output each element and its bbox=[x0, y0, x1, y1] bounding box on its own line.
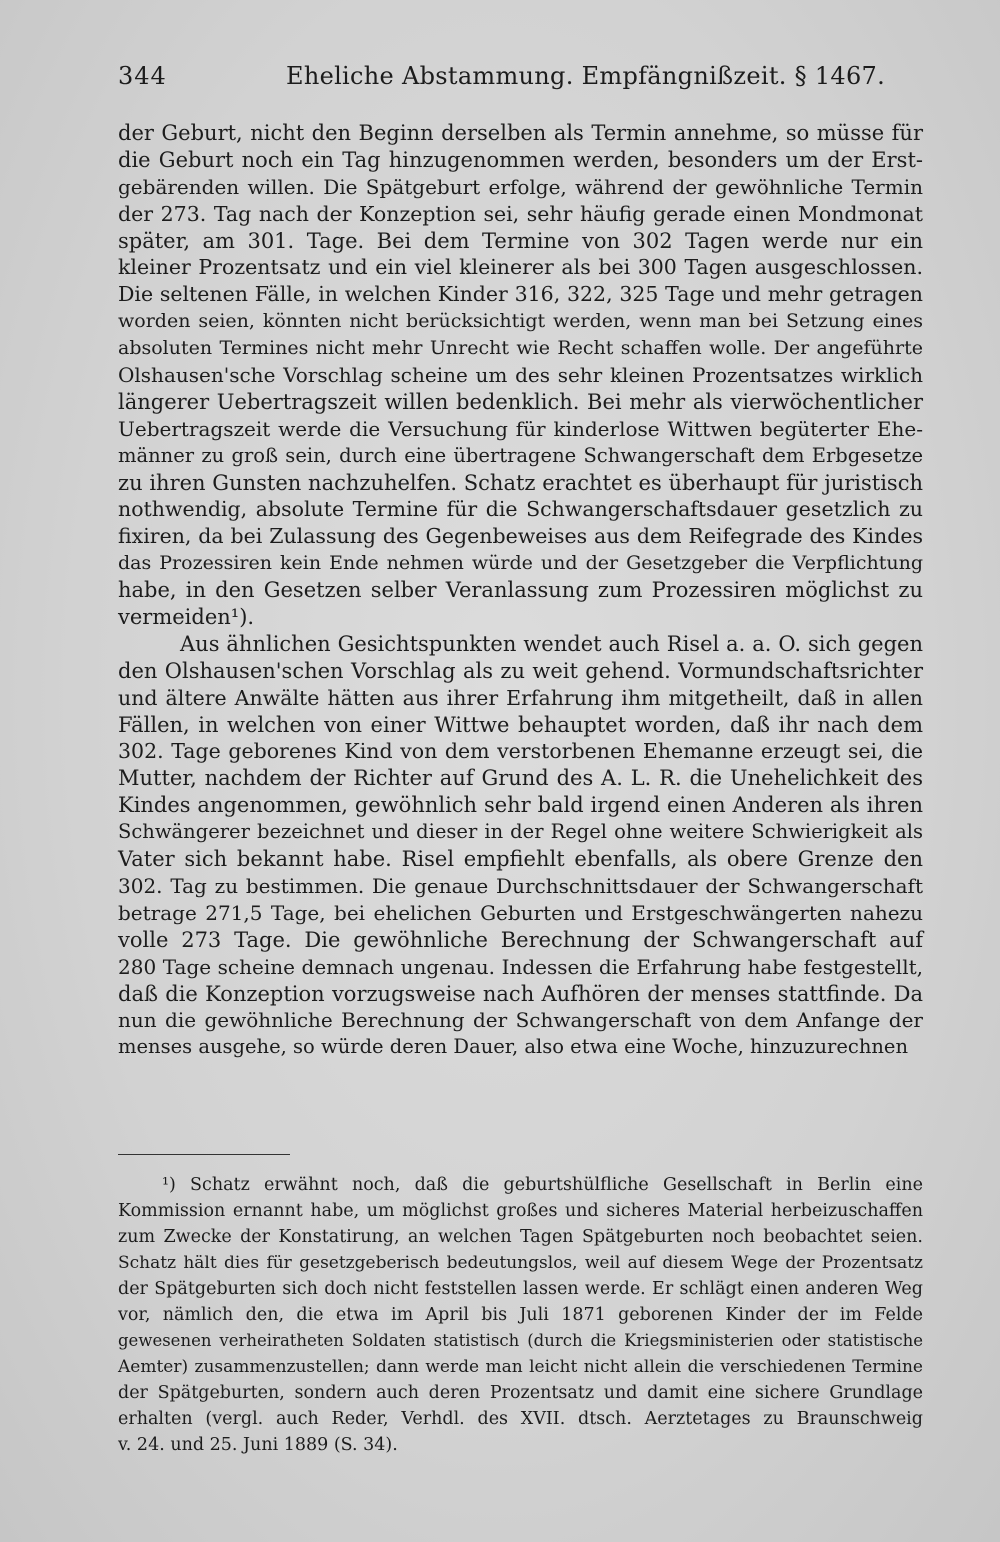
text-line: 280 Tage scheine demnach ungenau. Indessen die Erfahrung habe festgestellt, bbox=[118, 954, 923, 979]
running-title: Eheliche Abstammung. Empfängnißzeit. § 1467. bbox=[286, 62, 886, 90]
text-line: kleiner Prozentsatz und ein viel kleinerer als bei 300 Tagen ausgeschlossen. bbox=[118, 255, 923, 280]
footnote-line: der Spätgeburten sich doch nicht feststellen lassen werde. Er schlägt einen anderen Weg bbox=[118, 1279, 923, 1299]
text-line: längerer Uebertragszeit willen bedenklich. Bei mehr als vierwöchentlicher bbox=[118, 389, 923, 414]
text-line: die Geburt noch ein Tag hinzugenommen werden, besonders um der Erst- bbox=[118, 147, 923, 172]
footnote-line: ¹) Schatz erwähnt noch, daß die geburtshülfliche Gesellschaft in Berlin eine bbox=[162, 1175, 923, 1195]
text-line: und ältere Anwälte hätten aus ihrer Erfahrung ihm mitgetheilt, daß in allen bbox=[118, 685, 923, 710]
page-header bbox=[118, 62, 918, 98]
text-line: Schwängerer bezeichnet und dieser in der Regel ohne weitere Schwierigkeit als bbox=[118, 820, 923, 844]
footnote-divider bbox=[118, 1154, 290, 1155]
main-text bbox=[118, 120, 923, 1061]
footnote-line: Aemter) zusammenzustellen; dann werde man leicht nicht allein die verschiedenen Termine bbox=[118, 1357, 923, 1377]
text-line: 302. Tage geborenes Kind von dem verstorbenen Ehemanne erzeugt sei, die bbox=[118, 739, 923, 764]
text-line: zu ihren Gunsten nachzuhelfen. Schatz erachtet es überhaupt für juristisch bbox=[118, 470, 923, 495]
text-line: nothwendig, absolute Termine für die Schwangerschaftsdauer gesetzlich zu bbox=[118, 497, 923, 522]
text-line: menses ausgehe, so würde deren Dauer, also etwa eine Woche, hinzuzurechnen bbox=[118, 1035, 909, 1059]
text-line: gebärenden willen. Die Spätgeburt erfolge, während der gewöhnliche Termin bbox=[118, 174, 923, 199]
text-line: fixiren, da bei Zulassung des Gegenbeweises aus dem Reifegrade des Kindes bbox=[118, 524, 923, 549]
page-number: 344 bbox=[118, 62, 167, 90]
text-line: Olshausen'sche Vorschlag scheine um des sehr kleinen Prozentsatzes wirklich bbox=[118, 363, 923, 388]
text-line: das Prozessiren kein Ende nehmen würde und der Gesetzgeber die Verpflichtung bbox=[118, 552, 923, 575]
text-line: habe, in den Gesetzen selber Veranlassung zum Prozessiren möglichst zu bbox=[118, 578, 923, 603]
text-line: männer zu groß sein, durch eine übertragene Schwangerschaft dem Erbgesetze bbox=[118, 443, 923, 467]
text-line: den Olshausen'schen Vorschlag als zu weit gehend. Vormundschaftsrichter bbox=[118, 658, 923, 683]
text-line: volle 273 Tage. Die gewöhnliche Berechnung der Schwangerschaft auf bbox=[118, 927, 923, 952]
footnote-line: zum Zwecke der Konstatirung, an welchen Tagen Spätgeburten noch beobachtet seien. bbox=[118, 1227, 923, 1247]
text-line: Aus ähnlichen Gesichtspunkten wendet auch Risel a. a. O. sich gegen bbox=[180, 631, 923, 656]
footnote-line: v. 24. und 25. Juni 1889 (S. 34). bbox=[118, 1435, 398, 1455]
text-line: Vater sich bekannt habe. Risel empfiehlt ebenfalls, als obere Grenze den bbox=[118, 847, 923, 872]
footnote-line: gewesenen verheiratheten Soldaten statistisch (durch die Kriegsministerien oder statistische bbox=[118, 1331, 923, 1350]
text-line: nun die gewöhnliche Berechnung der Schwangerschaft von dem Anfange der bbox=[118, 1008, 923, 1033]
text-line: vermeiden¹). bbox=[118, 605, 255, 630]
text-line: 302. Tag zu bestimmen. Die genaue Durchschnittsdauer der Schwangerschaft bbox=[118, 873, 923, 898]
footnote-line: vor, nämlich den, die etwa im April bis Juli 1871 geborenen Kinder der im Felde bbox=[118, 1305, 923, 1325]
text-line: der Geburt, nicht den Beginn derselben als Termin annehme, so müsse für bbox=[118, 121, 923, 145]
text-line: Die seltenen Fälle, in welchen Kinder 316, 322, 325 Tage und mehr getragen bbox=[118, 282, 923, 307]
text-line: absoluten Termines nicht mehr Unrecht wie Recht schaffen wolle. Der angeführte bbox=[118, 337, 923, 360]
text-line: später, am 301. Tage. Bei dem Termine von 302 Tagen werde nur ein bbox=[118, 228, 923, 253]
text-line: Mutter, nachdem der Richter auf Grund des A. L. R. die Unehelichkeit des bbox=[118, 766, 923, 791]
footnotes bbox=[118, 1172, 923, 1458]
footnote-line: erhalten (vergl. auch Reder, Verhdl. des XVII. dtsch. Aerztetages zu Braunschweig bbox=[118, 1409, 923, 1429]
text-line: worden seien, könnten nicht berücksichtigt werden, wenn man bei Setzung eines bbox=[118, 310, 923, 333]
text-line: betrage 271,5 Tage, bei ehelichen Geburten und Erstgeschwängerten nahezu bbox=[118, 900, 923, 925]
text-line: daß die Konzeption vorzugsweise nach Aufhören der menses stattfinde. Da bbox=[118, 981, 923, 1006]
footnote-line: der Spätgeburten, sondern auch deren Prozentsatz und damit eine sichere Grundlage bbox=[118, 1383, 923, 1403]
text-line: Kindes angenommen, gewöhnlich sehr bald irgend einen Anderen als ihren bbox=[118, 793, 923, 818]
footnote-line: Schatz hält dies für gesetzgeberisch bedeutungslos, weil auf diesem Wege der Prozentsatz bbox=[118, 1253, 923, 1273]
footnote-line: Kommission ernannt habe, um möglichst großes und sicheres Material herbeizuschaffen bbox=[118, 1201, 923, 1221]
text-line: Fällen, in welchen von einer Wittwe behauptet worden, daß ihr nach dem bbox=[118, 712, 923, 737]
text-line: der 273. Tag nach der Konzeption sei, sehr häufig gerade einen Mondmonat bbox=[118, 201, 923, 226]
text-line: Uebertragszeit werde die Versuchung für kinderlose Wittwen begüterter Ehe- bbox=[118, 416, 923, 441]
